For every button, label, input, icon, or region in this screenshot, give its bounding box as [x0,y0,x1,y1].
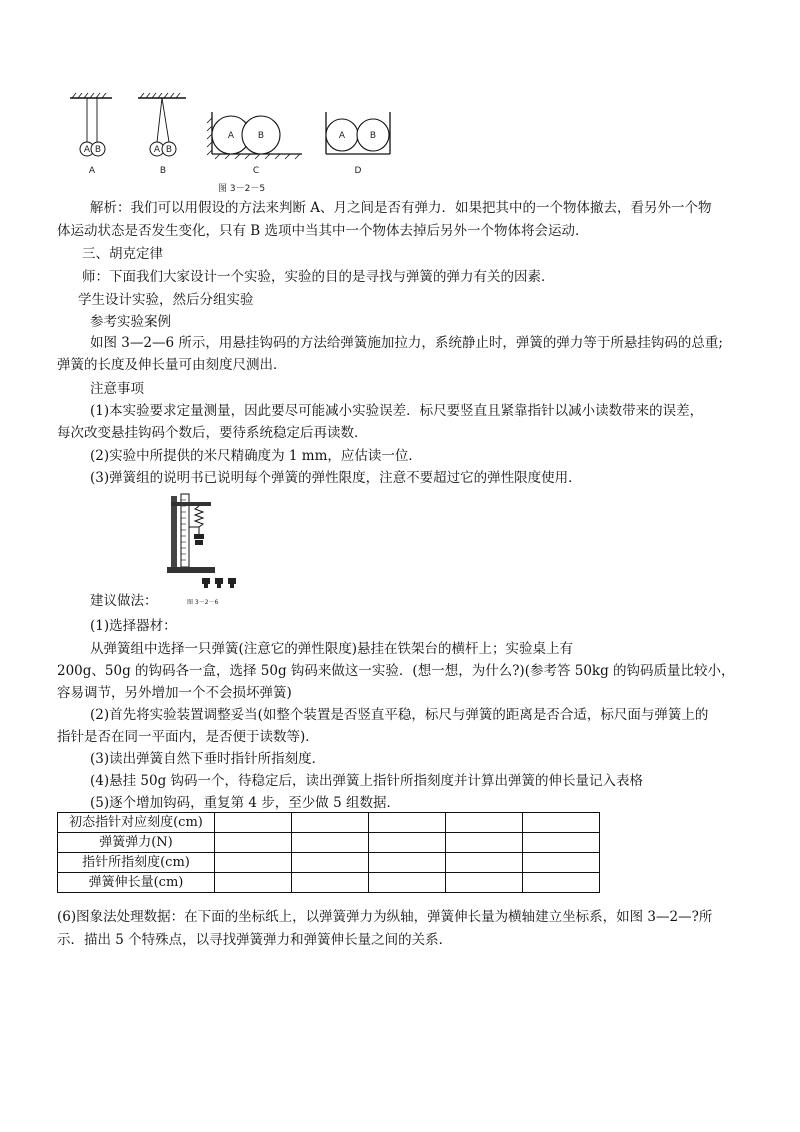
panel-b-label: B [159,166,167,176]
notes-title: 注意事项 [90,381,144,397]
table-row-label: 弹簧伸长量(cm) [58,873,215,893]
table-row-label: 弹簧弹力(N) [58,833,215,853]
analysis-line: 体运动状态是否发生变化，只有 B 选项中当其中一个物体去掉后另外一个物体将会运动． [57,223,589,239]
data-table [57,812,600,893]
table-row-label: 指针所指刻度(cm) [58,853,215,873]
ball-a-label: A [227,131,235,141]
ball-b-label: B [165,145,173,155]
figure-panel-c [207,112,302,176]
teacher-line: 师：下面我们大家设计一个实验，实验的目的是寻找与弹簧的弹力有关的因素． [82,269,555,285]
suggestions-title: 建议做法： [90,593,158,609]
case-title: 参考实验案例 [90,314,171,330]
ball-b-label: B [94,145,102,155]
analysis-line: 解析：我们可以用假设的方法来判断 A、月之间是否有弹力．如果把其中的一个物体撤去，看另外一个物 [90,200,712,216]
case-line: 弹簧的长度及伸长量可由刻度尺测出． [57,357,287,373]
table-cell[interactable] [369,853,446,873]
table-cell[interactable] [446,813,523,833]
suggestion-item: (2)首先将实验装置调整妥当(如整个装置是否竖直平稳，标尺与弹簧的距离是否合适，标尺面与弹簧上的 [90,707,709,723]
table-cell[interactable] [215,813,292,833]
note-item: (3)弹簧组的说明书已说明每个弹簧的弹性限度，注意不要超过它的弹性限度使用． [90,470,582,486]
table-cell[interactable] [523,853,600,873]
table-cell[interactable] [292,873,369,893]
table-cell[interactable] [369,873,446,893]
suggestion-item: (3)读出弹簧自然下垂时指针所指刻度． [90,751,326,767]
figure-panel-a [70,93,112,176]
table-cell[interactable] [292,853,369,873]
ball-b-label: B [369,131,377,141]
suggestion-item: (4)悬挂 50g 钩码一个，待稳定后，读出弹簧上指针所指刻度并计算出弹簧的伸长量记入表格 [90,773,644,789]
table-cell[interactable] [292,813,369,833]
table-cell[interactable] [369,833,446,853]
suggestion-item: (1)选择器材： [90,618,177,634]
table-cell[interactable] [292,833,369,853]
ball-a-label: A [338,131,346,141]
table-cell[interactable] [446,853,523,873]
table-cell[interactable] [215,873,292,893]
suggestion-item: 容易调节，另外增加一个不会损坏弹簧) [57,685,292,701]
table-cell[interactable] [446,833,523,853]
table-cell[interactable] [523,833,600,853]
table-cell[interactable] [215,833,292,853]
table-cell[interactable] [215,853,292,873]
table-row-label: 初态指针对应刻度(cm) [58,813,215,833]
suggestion-item: 200g、50g 的钩码各一盒，选择 50g 钩码来做这一实验．(想一想，为什么?)(参考答 50kg 的钩码质量比较小， [57,663,735,679]
note-item: (2)实验中所提供的米尺精确度为 1 mm，应估读一位． [90,448,422,464]
figure-3-2-6 [165,490,250,608]
ball-a-label: A [83,145,91,155]
table-cell[interactable] [523,873,600,893]
figure-caption: 图 3－2－5 [218,184,266,194]
students-line: 学生设计实验，然后分组实验 [78,292,254,308]
table-row [58,873,600,893]
closing-line: 示．描出 5 个特殊点，以寻找弹簧弹力和弹簧伸长量之间的关系． [57,932,453,948]
table-row [58,833,600,853]
table-row [58,813,600,833]
suggestion-item: 从弹簧组中选择一只弹簧(注意它的弹性限度)悬挂在铁架台的横杆上；实验桌上有 [90,641,574,657]
ball-b-label: B [257,131,265,141]
figure-3-2-5 [60,90,400,194]
table-cell[interactable] [369,813,446,833]
closing-line: (6)图象法处理数据：在下面的坐标纸上，以弹簧弹力为纵轴，弹簧伸长量为横轴建立坐标系，如图 3—2—?所 [57,909,713,925]
panel-d-label: D [354,166,362,176]
panel-a-label: A [88,166,96,176]
panel-c-label: C [252,166,260,176]
ball-a-label: A [153,145,161,155]
suggestion-item: 指针是否在同一平面内，是否便于读数等)． [57,729,319,745]
table-cell[interactable] [446,873,523,893]
case-line: 如图 3—2—6 所示，用悬挂钩码的方法给弹簧施加拉力，系统静止时，弹簧的弹力等于所悬挂钩码的总重; [90,335,723,351]
note-item: 每次改变悬挂钩码个数后，要待系统稳定后再读数． [57,425,368,441]
figure-panel-d [326,112,390,176]
note-item: (1)本实验要求定量测量，因此要尽可能减小实验误差．标尺要竖直且紧靠指针以减小读数带来的误差， [90,403,704,419]
figure-panel-b [138,93,186,176]
table-cell[interactable] [523,813,600,833]
section-heading: 三、胡克定律 [82,246,163,262]
figure-caption: 图 3－2－6 [187,599,219,606]
table-row [58,853,600,873]
suggestion-item: (5)逐个增加钩码，重复第 4 步，至少做 5 组数据． [90,795,400,811]
